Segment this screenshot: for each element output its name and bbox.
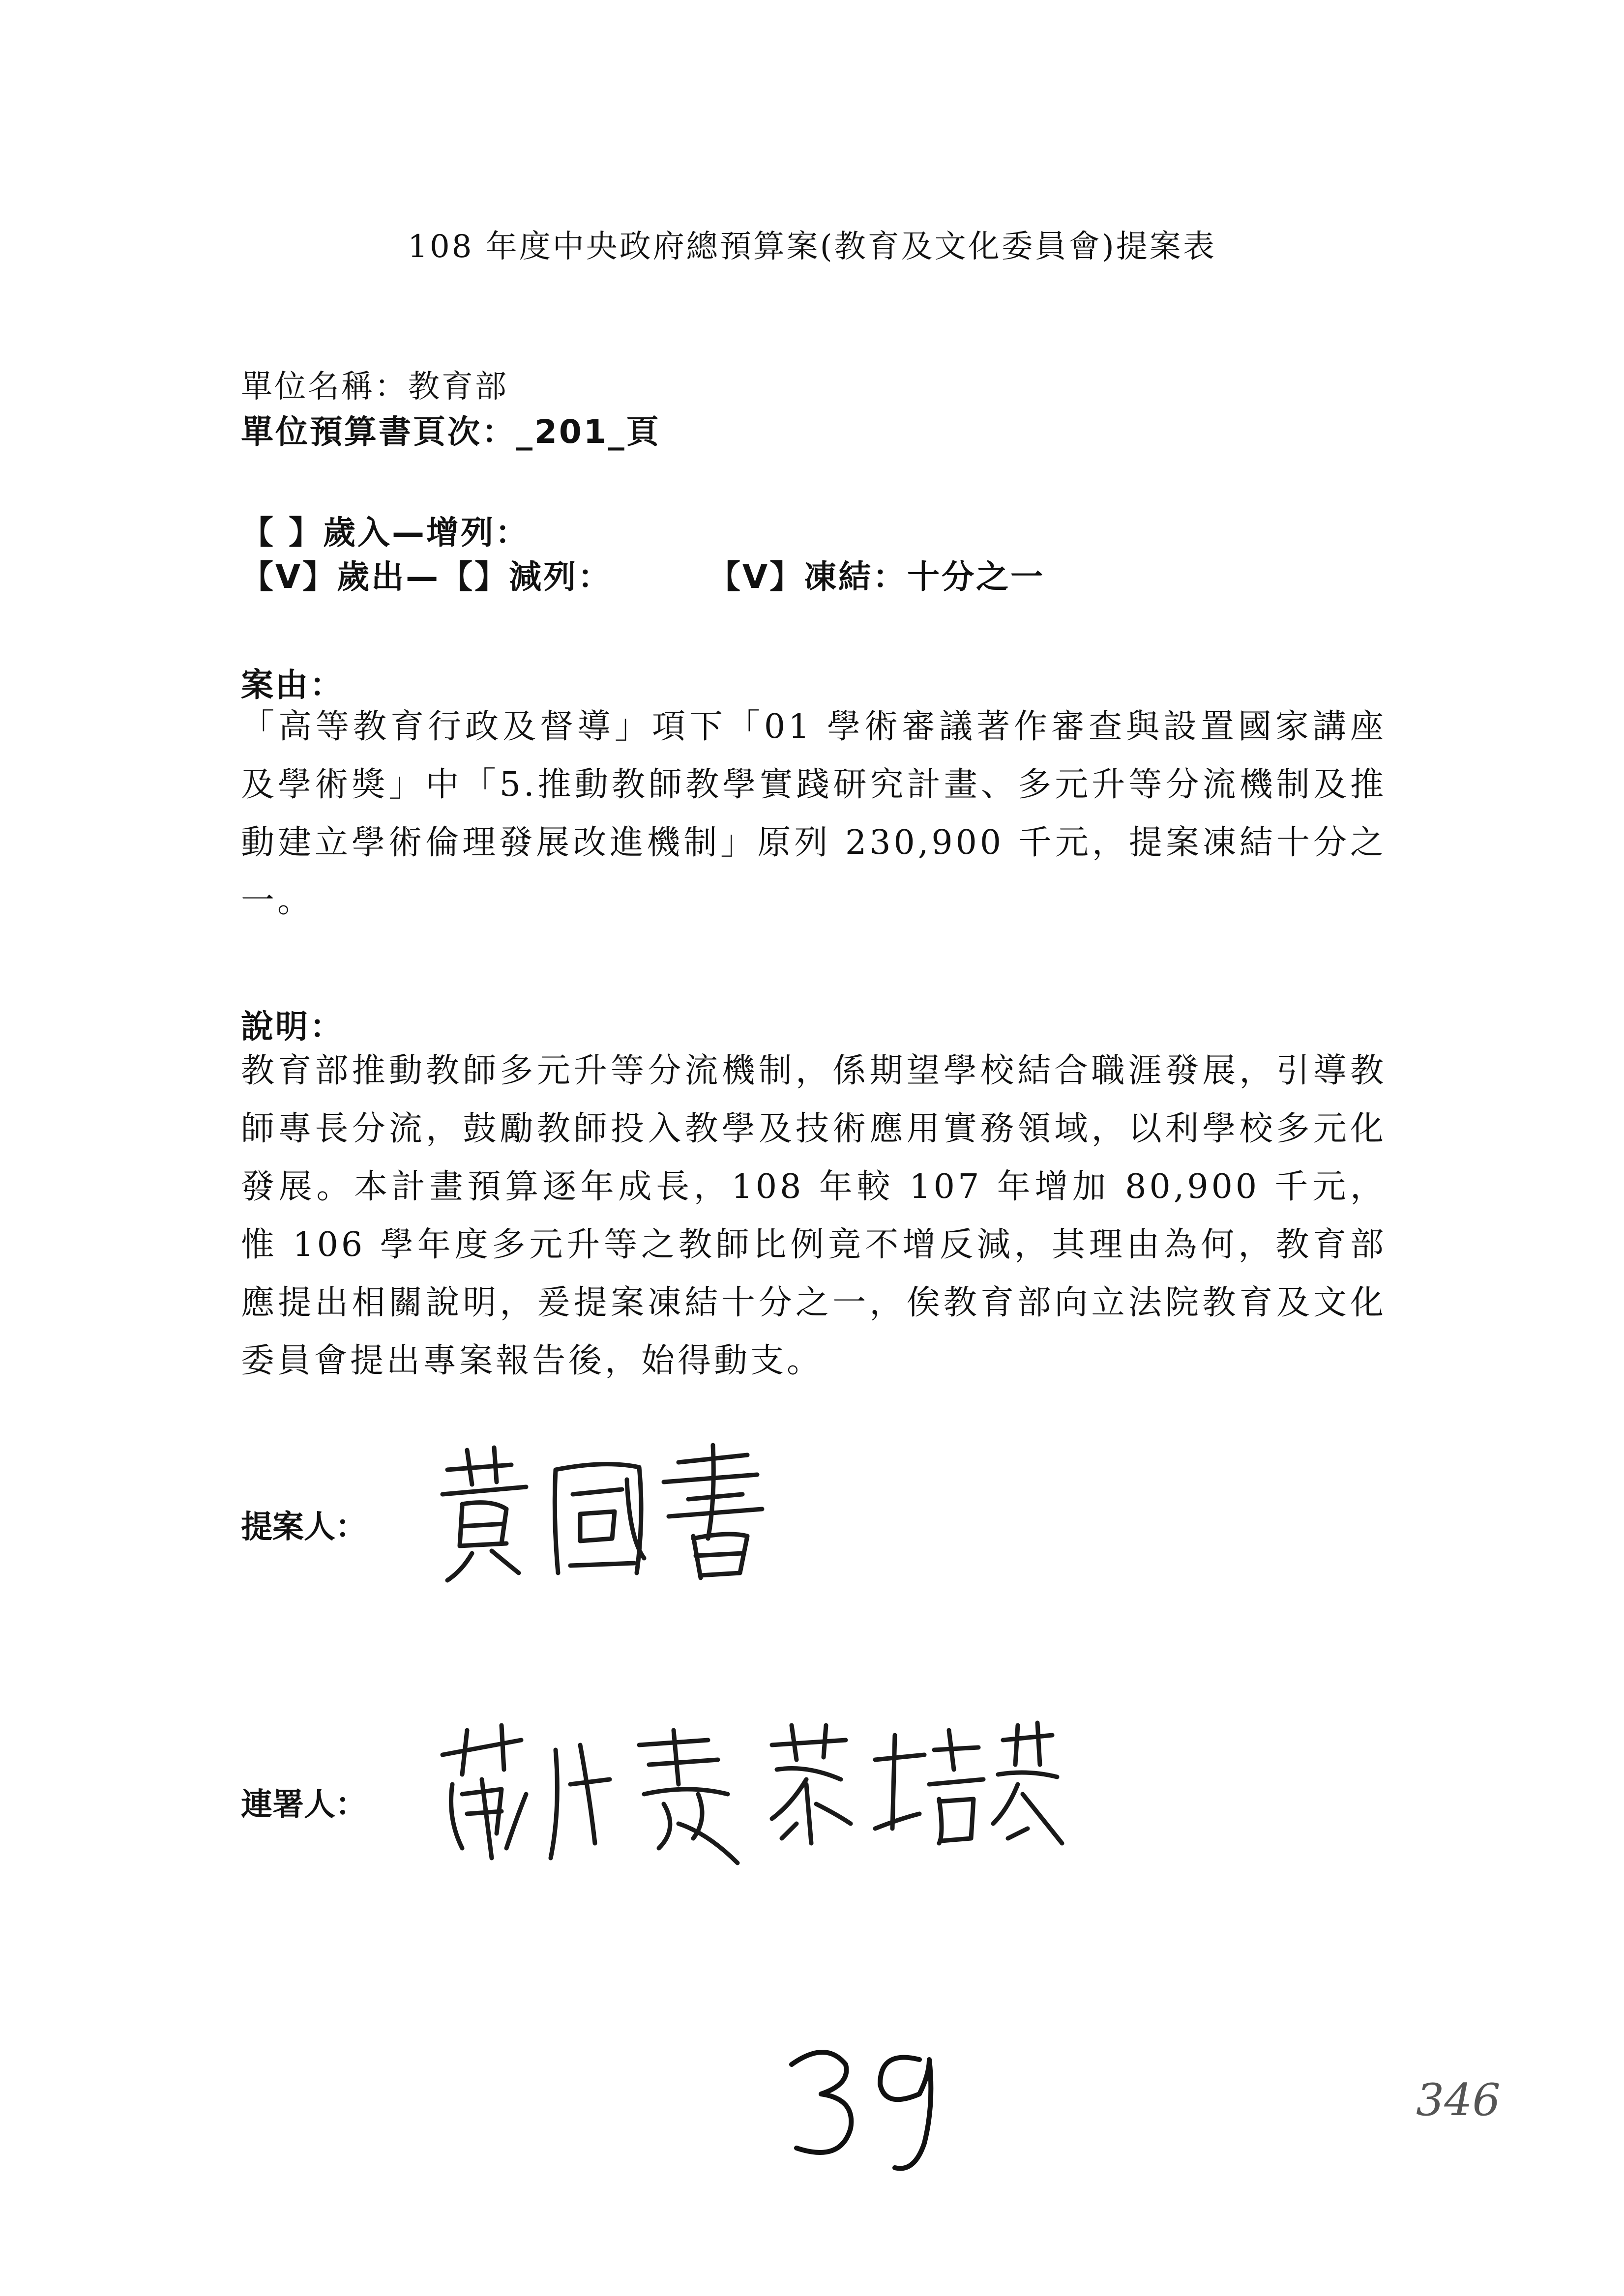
cosigner-label: 連署人： [241,1787,367,1823]
reason-heading: 案由： [241,666,344,704]
document-title: 108 年度中央政府總預算案(教育及文化委員會)提案表 [408,229,1216,265]
expenditure-line-a: 【V】歲出—【】減列： [241,558,613,596]
explanation-text: 教育部推動教師多元升等分流機制，係期望學校結合職涯發展，引導教師專長分流，鼓勵教師投入教學及技術應用實務領域，以利學校多元化發展。本計畫預算逐年成長，108 年較 107 年增加 80,900 千元，惟 106 學年度多元升等之教師比例竟不增反減，其理由為何，教育部應提出相關說明，爰提案凍結十分之一，俟教育部向立法院教育及文化委員會提出專案報告後，始得動支。 [241,1051,1387,1380]
expenditure-line-b: 【V】凍結：十分之一 [708,558,1045,596]
reason-text: 「高等教育行政及督導」項下「01 學術審議著作審查與設置國家講座及學術獎」中「5.推動教師教學實踐研究計畫、多元升等分流機制及推動建立學術倫理發展改進機制」原列 230,900 千元，提案凍結十分之一。 [241,707,1387,920]
explanation-heading: 說明： [241,1008,344,1046]
corner-number: 346 [1416,2074,1501,2126]
revenue-line: 【 】歲入—增列： [241,514,530,552]
unit-name: 單位名稱：教育部 [241,369,508,405]
proposer-signature [433,1440,767,1590]
page-number-image [782,2030,959,2178]
cosigner-signature-1-image [433,1720,747,1868]
cosigner-signature-2-image [762,1720,1067,1858]
proposer-label: 提案人： [241,1509,367,1545]
budget-page: 單位預算書頁次：_201_頁 [241,413,661,451]
cosigner-signature-2 [762,1720,1067,1860]
proposer-signature-image [433,1440,767,1588]
handwritten-page-number [782,2030,959,2180]
cosigner-signature-1 [433,1720,747,1870]
